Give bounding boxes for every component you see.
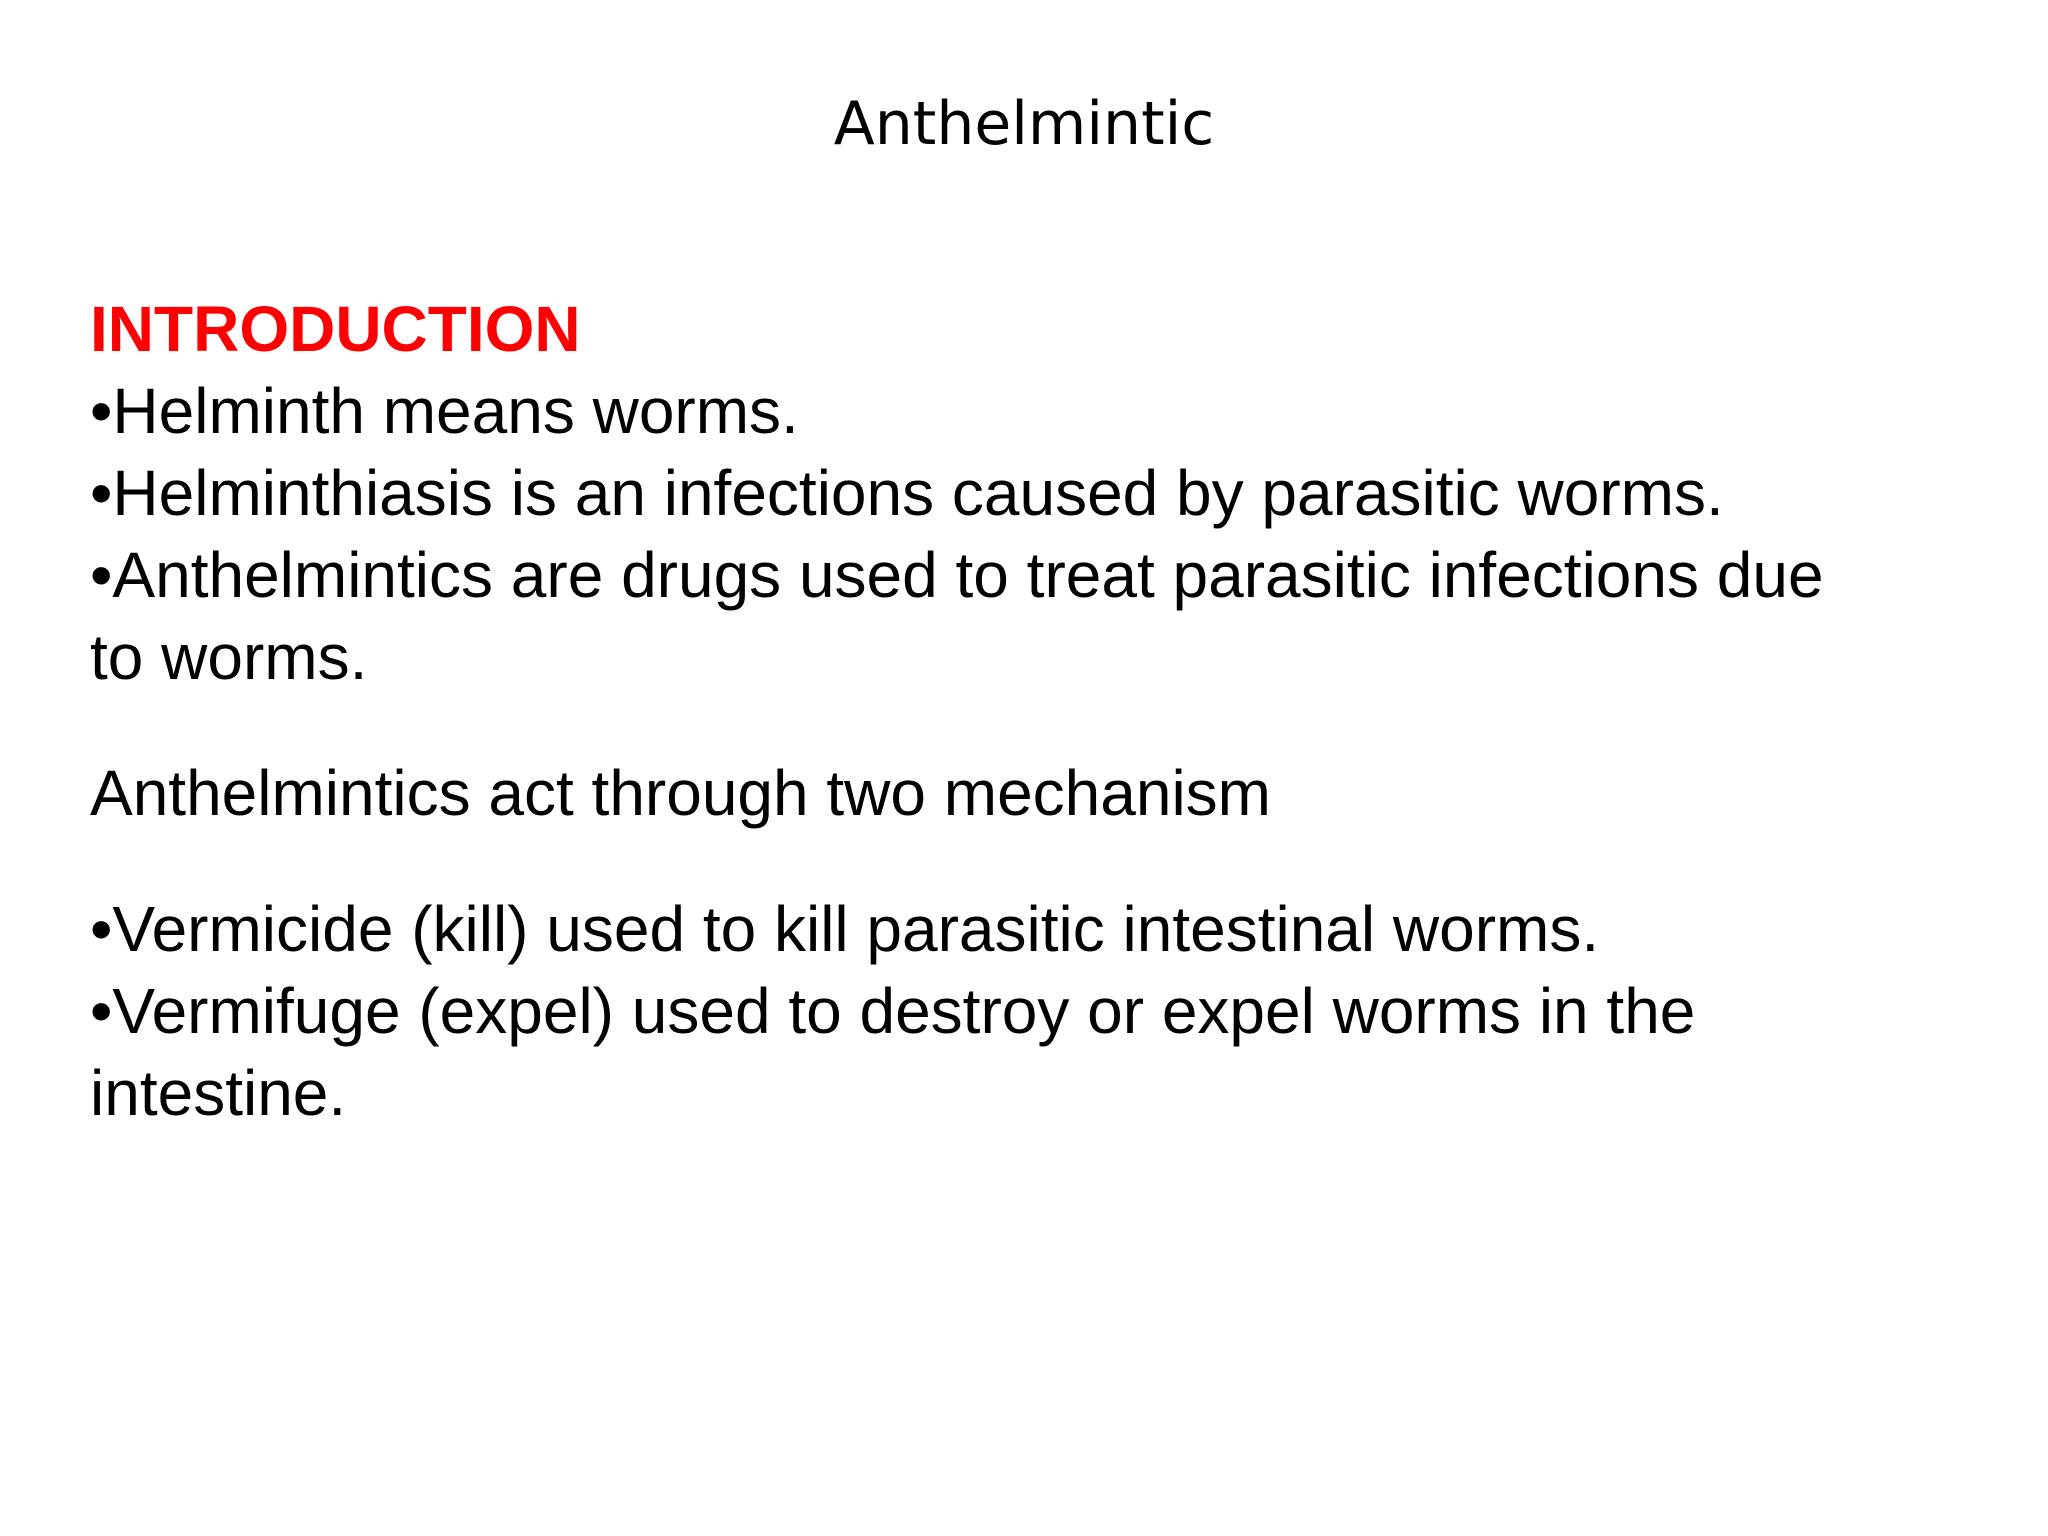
spacer — [90, 698, 1990, 752]
mechanism-bullet-text: Vermicide (kill) used to kill parasitic intestinal worms. — [112, 893, 1600, 965]
intro-bullet — [90, 452, 1990, 534]
bullet-glyph: • — [90, 893, 113, 965]
intro-bullet — [90, 534, 1860, 698]
bullet-glyph: • — [90, 975, 113, 1047]
bullet-glyph: • — [90, 539, 113, 611]
slide-title: Anthelmintic — [833, 89, 1215, 159]
intro-bullet-text: Helminthiasis is an infections caused by parasitic worms. — [112, 457, 1724, 529]
mechanism-bullet — [90, 888, 1990, 970]
mechanism-bullet-text: Vermifuge (expel) used to destroy or expel worms in the intestine. — [90, 975, 1696, 1129]
slide-body — [90, 288, 1990, 1134]
bullet-glyph: • — [90, 375, 113, 447]
bullet-glyph: • — [90, 457, 113, 529]
intro-bullet — [90, 370, 1990, 452]
section-heading: INTRODUCTION — [90, 293, 581, 365]
intro-bullet-text: Helminth means worms. — [112, 375, 799, 447]
mechanism-statement: Anthelmintics act through two mechanism — [90, 757, 1271, 829]
intro-bullet-text: Anthelmintics are drugs used to treat parasitic infections due to worms. — [90, 539, 1824, 693]
mechanism-bullet — [90, 970, 1860, 1134]
spacer — [90, 834, 1990, 888]
